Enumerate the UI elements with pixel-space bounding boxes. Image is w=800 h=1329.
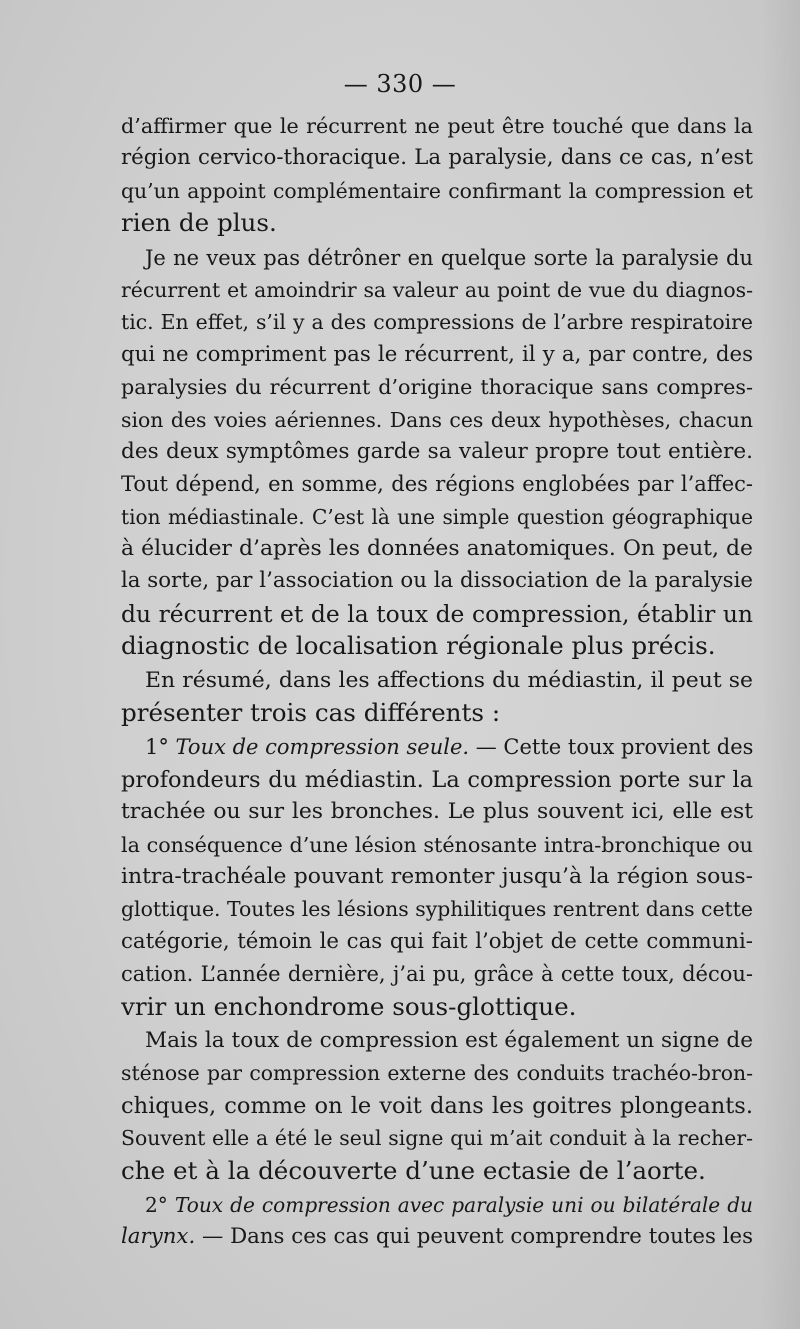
text-line: catégorie, témoin le cas qui fait l’objet de cette communi-: [121, 928, 753, 954]
body-text: [121, 110, 753, 1254]
text-run: — Cette toux provient des: [469, 735, 753, 760]
text-line: Souvent elle a été le seul signe qui m’ait conduit à la recher-: [121, 1126, 753, 1151]
text-line: rien de plus.: [121, 208, 277, 238]
text-line: tion médiastinale. C’est là une simple question géographique: [121, 504, 753, 529]
text-line: En résumé, dans les affections du médiastin, il peut se: [145, 667, 753, 693]
text-line: récurrent et amoindrir sa valeur au point de vue du diagnos-: [121, 277, 753, 302]
text-line: qu’un appoint complémentaire confirmant la compression et: [121, 178, 753, 203]
text-line: du récurrent et de la toux de compression, établir un: [121, 599, 753, 628]
text-line: présenter trois cas différents :: [121, 698, 501, 728]
text-line: qui ne compriment pas le récurrent, il y a, par contre, des: [121, 341, 753, 367]
text-line: d’affirmer que le récurrent ne peut être touché que dans la: [121, 114, 753, 138]
text-line: tic. En effet, s’il y a des compressions de l’arbre respiratoire: [121, 310, 753, 335]
text-line: vrir un enchondrome sous-glottique.: [121, 991, 577, 1021]
text-line: glottique. Toutes les lésions syphilitiques rentrent dans cette: [121, 897, 753, 922]
text-line: à élucider d’après les données anatomiques. On peut, de: [121, 536, 753, 562]
text-line: chiques, comme on le voit dans les goitres plongeants.: [121, 1092, 753, 1119]
text-line: Mais la toux de compression est également un signe de: [145, 1027, 753, 1053]
section-heading: Toux de compression avec paralysie uni ou bilatérale du: [174, 1192, 753, 1217]
text-line: région cervico-thoracique. La paralysie, dans ce cas, n’est: [121, 145, 753, 171]
text-line: [121, 1189, 753, 1221]
text-line: trachée ou sur les bronches. Le plus souvent ici, elle est: [121, 799, 753, 825]
list-number: 1°: [145, 735, 176, 760]
text-line: la conséquence d’une lésion sténosante intra-bronchique ou: [121, 832, 753, 857]
text-line: [121, 1221, 753, 1253]
section-heading: larynx.: [121, 1224, 196, 1250]
text-line: paralysies du récurrent d’origine thoracique sans compres-: [121, 375, 753, 400]
text-line: sion des voies aériennes. Dans ces deux hypothèses, chacun: [121, 407, 753, 432]
text-line: Je ne veux pas détrôner en quelque sorte la paralysie du: [145, 245, 753, 270]
text-line: des deux symptômes garde sa valeur propre tout entière.: [121, 438, 753, 464]
text-line: la sorte, par l’association ou la dissociation de la paralysie: [121, 568, 753, 594]
text-line: cation. L’année dernière, j’ai pu, grâce à cette toux, décou-: [121, 962, 753, 987]
text-line: [121, 731, 753, 763]
list-number: 2°: [145, 1192, 175, 1217]
page-number: — 330 —: [343, 70, 457, 98]
text-line: Tout dépend, en somme, des régions englobées par l’affec-: [121, 472, 753, 497]
section-heading: Toux de compression seule.: [175, 735, 470, 760]
text-line: che et à la découverte d’une ectasie de l’aorte.: [121, 1155, 706, 1185]
text-run: — Dans ces cas qui peuvent comprendre toutes les: [195, 1224, 753, 1250]
text-line: intra-trachéale pouvant remonter jusqu’à la région sous-: [121, 863, 753, 889]
text-line: diagnostic de localisation régionale plus précis.: [121, 631, 716, 661]
text-line: sténose par compression externe des conduits trachéo-bron-: [121, 1061, 753, 1086]
text-line: profondeurs du médiastin. La compression porte sur la: [121, 766, 753, 793]
